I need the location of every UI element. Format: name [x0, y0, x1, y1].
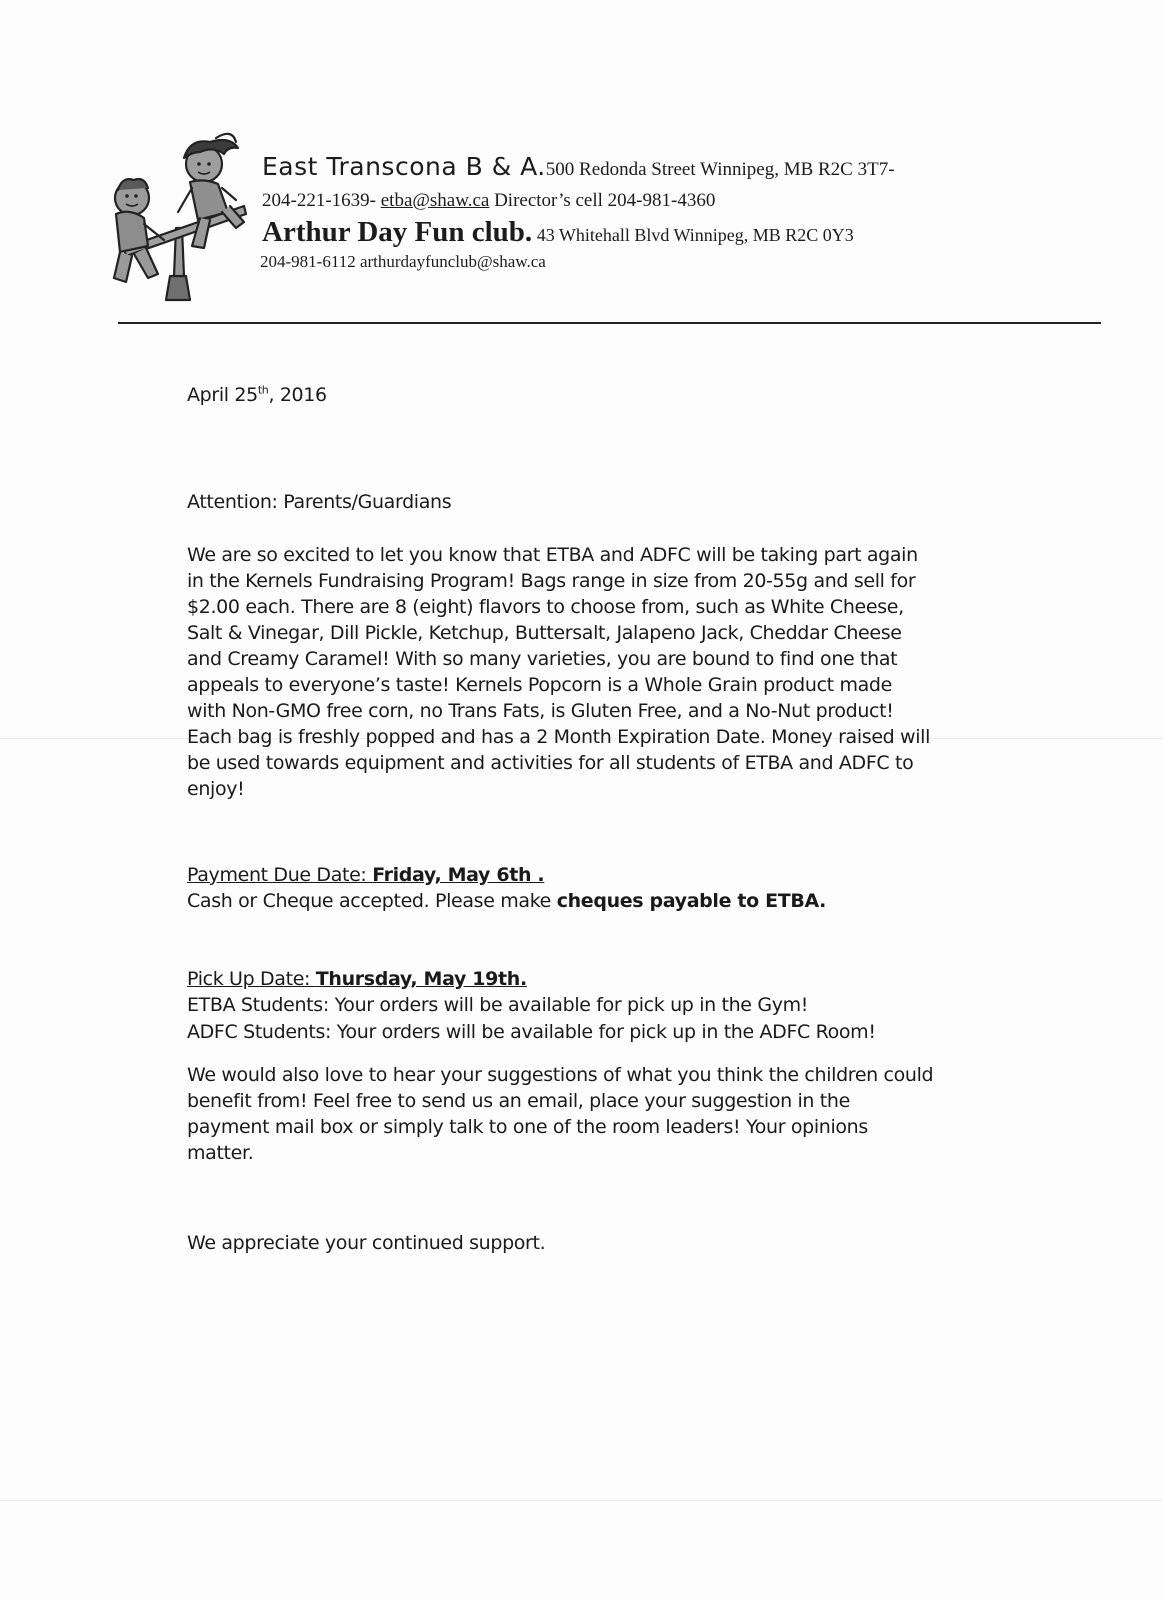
paragraph-line: Salt & Vinegar, Dill Pickle, Ketchup, Buttersalt, Jalapeno Jack, Cheddar Cheese	[187, 622, 902, 644]
paragraph-line: matter.	[187, 1142, 254, 1164]
payment-due-value: Friday, May 6th .	[372, 864, 545, 886]
pickup-adfc-students: ADFC Students: Your orders will be available for pick up in the ADFC Room!	[187, 1021, 876, 1043]
paragraph-line: in the Kernels Fundraising Program! Bags range in size from 20-55g and sell for	[187, 570, 916, 592]
attention-line: Attention: Parents/Guardians	[187, 491, 452, 513]
closing-line: We appreciate your continued support.	[187, 1232, 546, 1254]
org2-address: 43 Whitehall Blvd Winnipeg, MB R2C 0Y3	[532, 225, 854, 245]
org2-contact: 204-981-6112 arthurdayfunclub@shaw.ca	[260, 252, 546, 271]
paragraph-line: We would also love to hear your suggestions of what you think the children could	[187, 1064, 934, 1086]
header-divider	[118, 322, 1101, 324]
children-seesaw-logo-icon	[104, 128, 252, 304]
org2-name: Arthur Day Fun club.	[262, 216, 533, 248]
suggestions-paragraph	[187, 1062, 982, 1166]
org1-email-link[interactable]: etba@shaw.ca	[380, 190, 490, 211]
payment-due-label: Payment Due Date:	[187, 864, 373, 886]
org1-director-cell: Director’s cell 204-981-4360	[489, 190, 716, 211]
pickup-date	[187, 966, 527, 992]
paragraph-line: Each bag is freshly popped and has a 2 Month Expiration Date. Money raised will	[187, 726, 931, 748]
paragraph-line: enjoy!	[187, 778, 245, 800]
payment-instructions	[187, 888, 826, 914]
intro-paragraph	[187, 542, 982, 802]
paragraph-line: benefit from! Feel free to send us an email, place your suggestion in the	[187, 1090, 850, 1112]
paragraph-line: with Non-GMO free corn, no Trans Fats, is Gluten Free, and a No-Nut product!	[187, 700, 894, 722]
header-line-org2	[262, 216, 854, 249]
pickup-label: Pick Up Date:	[187, 968, 316, 990]
date-suffix: th	[257, 383, 269, 397]
header-line-contact	[262, 190, 715, 212]
pickup-etba-students: ETBA Students: Your orders will be available for pick up in the Gym!	[187, 994, 809, 1016]
pickup-value: Thursday, May 19th.	[315, 968, 527, 990]
date-month-day: April 25	[187, 384, 258, 406]
paragraph-line: be used towards equipment and activities for all students of ETBA and ADFC to	[187, 752, 914, 774]
paragraph-line: We are so excited to let you know that ETBA and ADFC will be taking part again	[187, 544, 918, 566]
org1-name: East Transcona B & A.	[262, 152, 546, 181]
date-year: , 2016	[268, 384, 327, 406]
paper-fold-line	[0, 1500, 1163, 1501]
payment-payable: cheques payable to ETBA.	[556, 890, 827, 912]
paragraph-line: $2.00 each. There are 8 (eight) flavors to choose from, such as White Cheese,	[187, 596, 904, 618]
letter-date	[187, 382, 327, 408]
paragraph-line: appeals to everyone’s taste! Kernels Popcorn is a Whole Grain product made	[187, 674, 892, 696]
payment-text: Cash or Cheque accepted. Please make	[187, 890, 557, 912]
paragraph-line: payment mail box or simply talk to one of the room leaders! Your opinions	[187, 1116, 868, 1138]
paragraph-line: and Creamy Caramel! With so many varieties, you are bound to find one that	[187, 648, 898, 670]
org1-address: 500 Redonda Street Winnipeg, MB R2C 3T7-	[545, 159, 895, 180]
org1-phone: 204-221-1639-	[262, 190, 381, 211]
payment-due-date	[187, 862, 544, 888]
header-line-org1	[262, 152, 895, 181]
